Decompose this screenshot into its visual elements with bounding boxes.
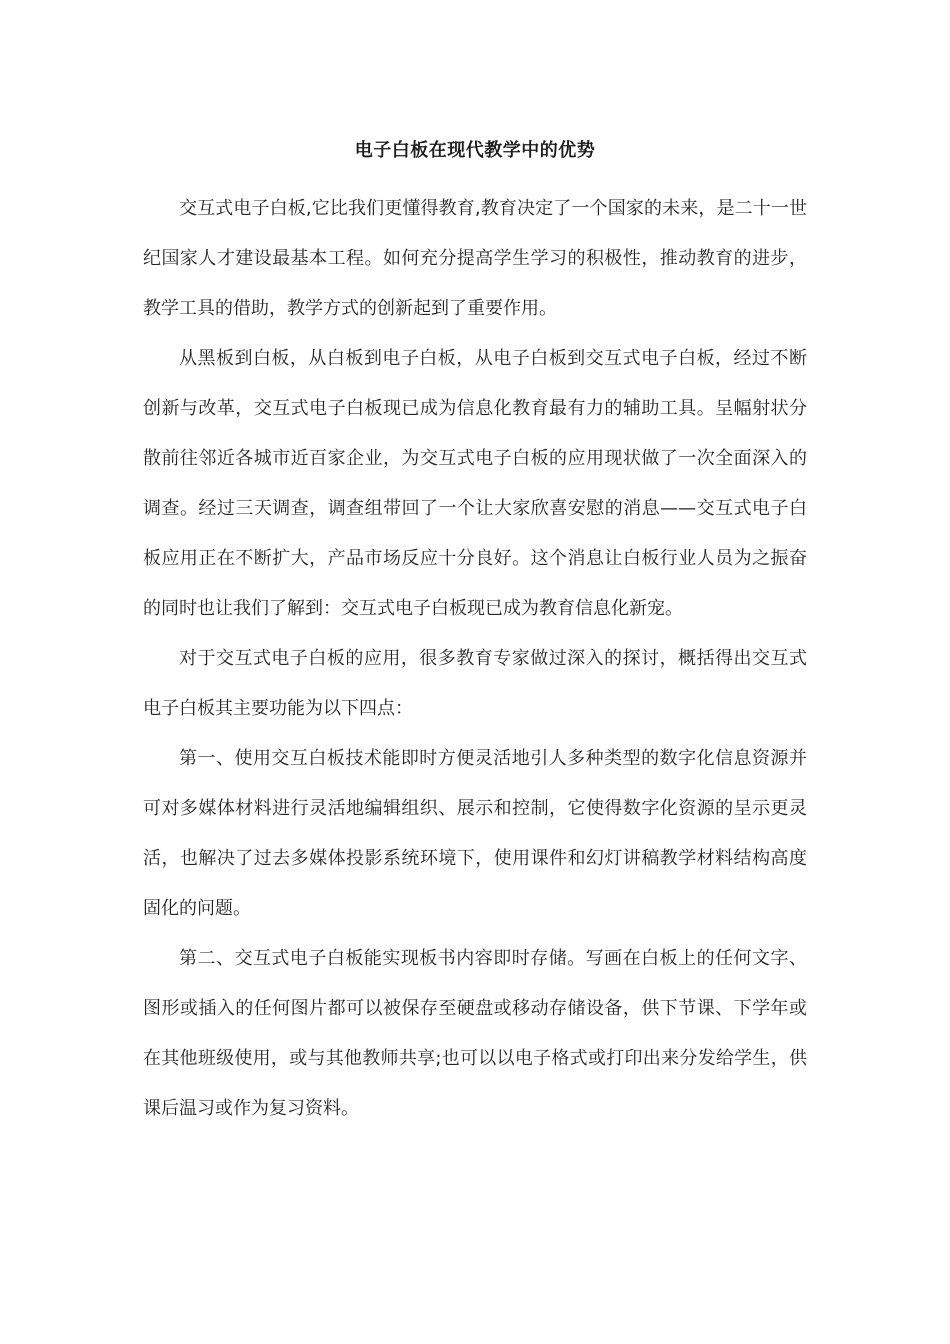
- paragraph-function-two: 第二、交互式电子白板能实现板书内容即时存储。写画在白板上的任何文字、图形或插入的任何图片都可以被保存至硬盘或移动存储设备，供下节课、下学年或在其他班级使用，或与其他教师共享;也可以以电子格式或打印出来分发给学生，供课后温习或作为复习资料。: [143, 948, 807, 1119]
- paragraph-development: 从黑板到白板，从白板到电子白板，从电子白板到交互式电子白板，经过不断创新与改革，交互式电子白板现已成为信息化教育最有力的辅助工具。呈幅射状分散前往邻近各城市近百家企业，为交互式电子白板的应用现状做了一次全面深入的调查。经过三天调查，调查组带回了一个让大家欣喜安慰的消息——交互式电子白板应用正在不断扩大，产品市场反应十分良好。这个消息让白板行业人员为之振奋的同时也让我们了解到：交互式电子白板现已成为教育信息化新宠。: [143, 348, 807, 619]
- document-content: [143, 134, 807, 1134]
- paragraph-intro: 交互式电子白板,它比我们更懂得教育,教育决定了一个国家的未来，是二十一世纪国家人才建设最基本工程。如何充分提高学生学习的积极性，推动教育的进步，教学工具的借助，教学方式的创新起到了重要作用。: [143, 198, 807, 319]
- document-body: [143, 184, 807, 1134]
- paragraph-function-one: 第一、使用交互白板技术能即时方便灵活地引人多种类型的数字化信息资源并可对多媒体材料进行灵活地编辑组织、展示和控制，它使得数字化资源的呈示更灵活，也解决了过去多媒体投影系统环境下，使用课件和幻灯讲稿教学材料结构高度固化的问题。: [143, 748, 807, 919]
- document-title: 电子白板在现代教学中的优势: [354, 140, 596, 161]
- paragraph-functions-intro: 对于交互式电子白板的应用，很多教育专家做过深入的探讨，概括得出交互式电子白板其主要功能为以下四点：: [143, 648, 807, 719]
